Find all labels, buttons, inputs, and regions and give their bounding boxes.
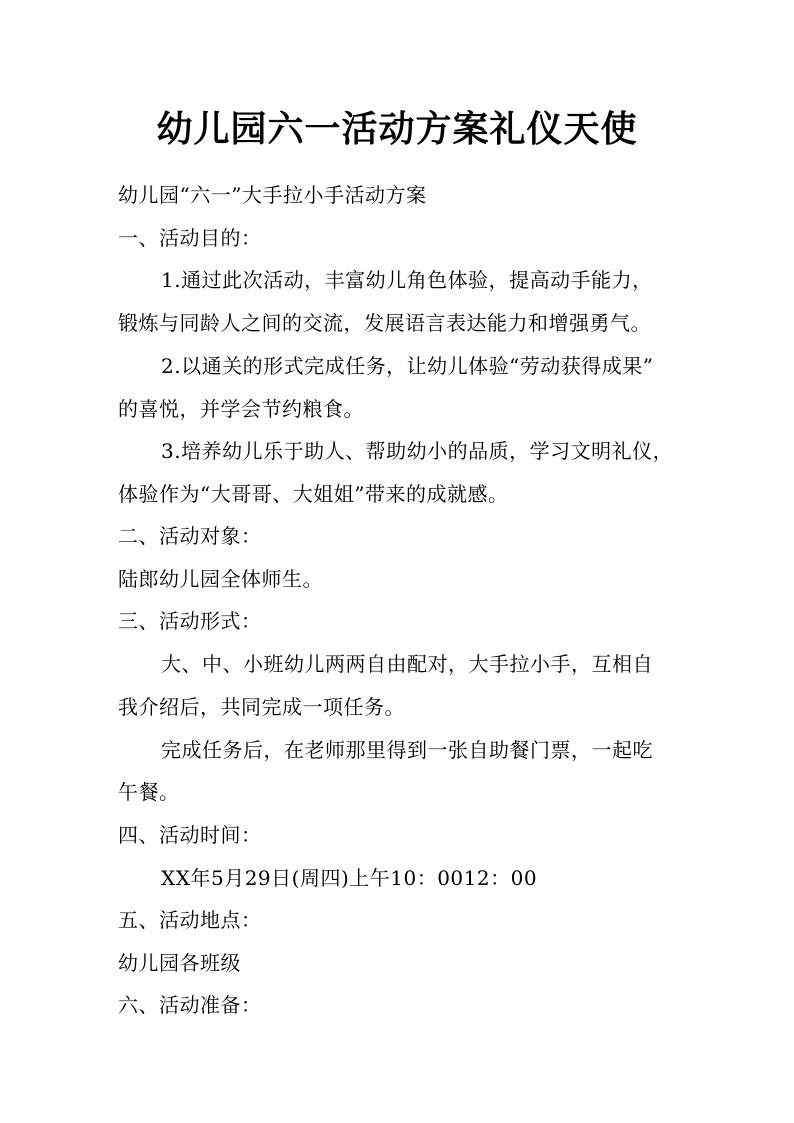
paragraph-line: 的喜悦，并学会节约粮食。 — [118, 397, 364, 421]
section-heading-location: 五、活动地点： — [118, 908, 262, 932]
section-heading-time: 四、活动时间： — [118, 823, 262, 847]
paragraph-line: 完成任务后，在老师那里得到一张自助餐门票，一起吃 — [161, 738, 653, 762]
paragraph-line: 我介绍后，共同完成一项任务。 — [118, 695, 405, 719]
section-heading-preparation: 六、活动准备： — [118, 993, 262, 1017]
section-heading-format: 三、活动形式： — [118, 609, 262, 633]
paragraph-line: 2.以通关的形式完成任务，让幼儿体验“劳动获得成果” — [161, 354, 654, 378]
paragraph-line: 3.培养幼儿乐于助人、帮助幼小的品质，学习文明礼仪， — [161, 439, 674, 463]
paragraph-line: 锻炼与同龄人之间的交流，发展语言表达能力和增强勇气。 — [118, 311, 651, 335]
paragraph-line: 幼儿园各班级 — [118, 951, 241, 975]
document-title: 幼儿园六一活动方案礼仪天使 — [156, 109, 638, 150]
paragraph-line: 1.通过此次活动，丰富幼儿角色体验，提高动手能力， — [161, 268, 653, 292]
paragraph-line: 大、中、小班幼儿两两自由配对，大手拉小手，互相自 — [161, 652, 653, 676]
paragraph-line: 陆郎幼儿园全体师生。 — [118, 567, 323, 591]
section-heading-target: 二、活动对象： — [118, 524, 262, 548]
paragraph-line: 体验作为“大哥哥、大姐姐”带来的成就感。 — [118, 482, 509, 506]
paragraph-line: 午餐。 — [118, 780, 180, 804]
section-heading-purpose: 一、活动目的： — [118, 226, 262, 250]
paragraph-line: XX年5月29日(周四)上午10：0012：00 — [161, 866, 538, 890]
subtitle-line: 幼儿园“六一”大手拉小手活动方案 — [118, 183, 427, 207]
